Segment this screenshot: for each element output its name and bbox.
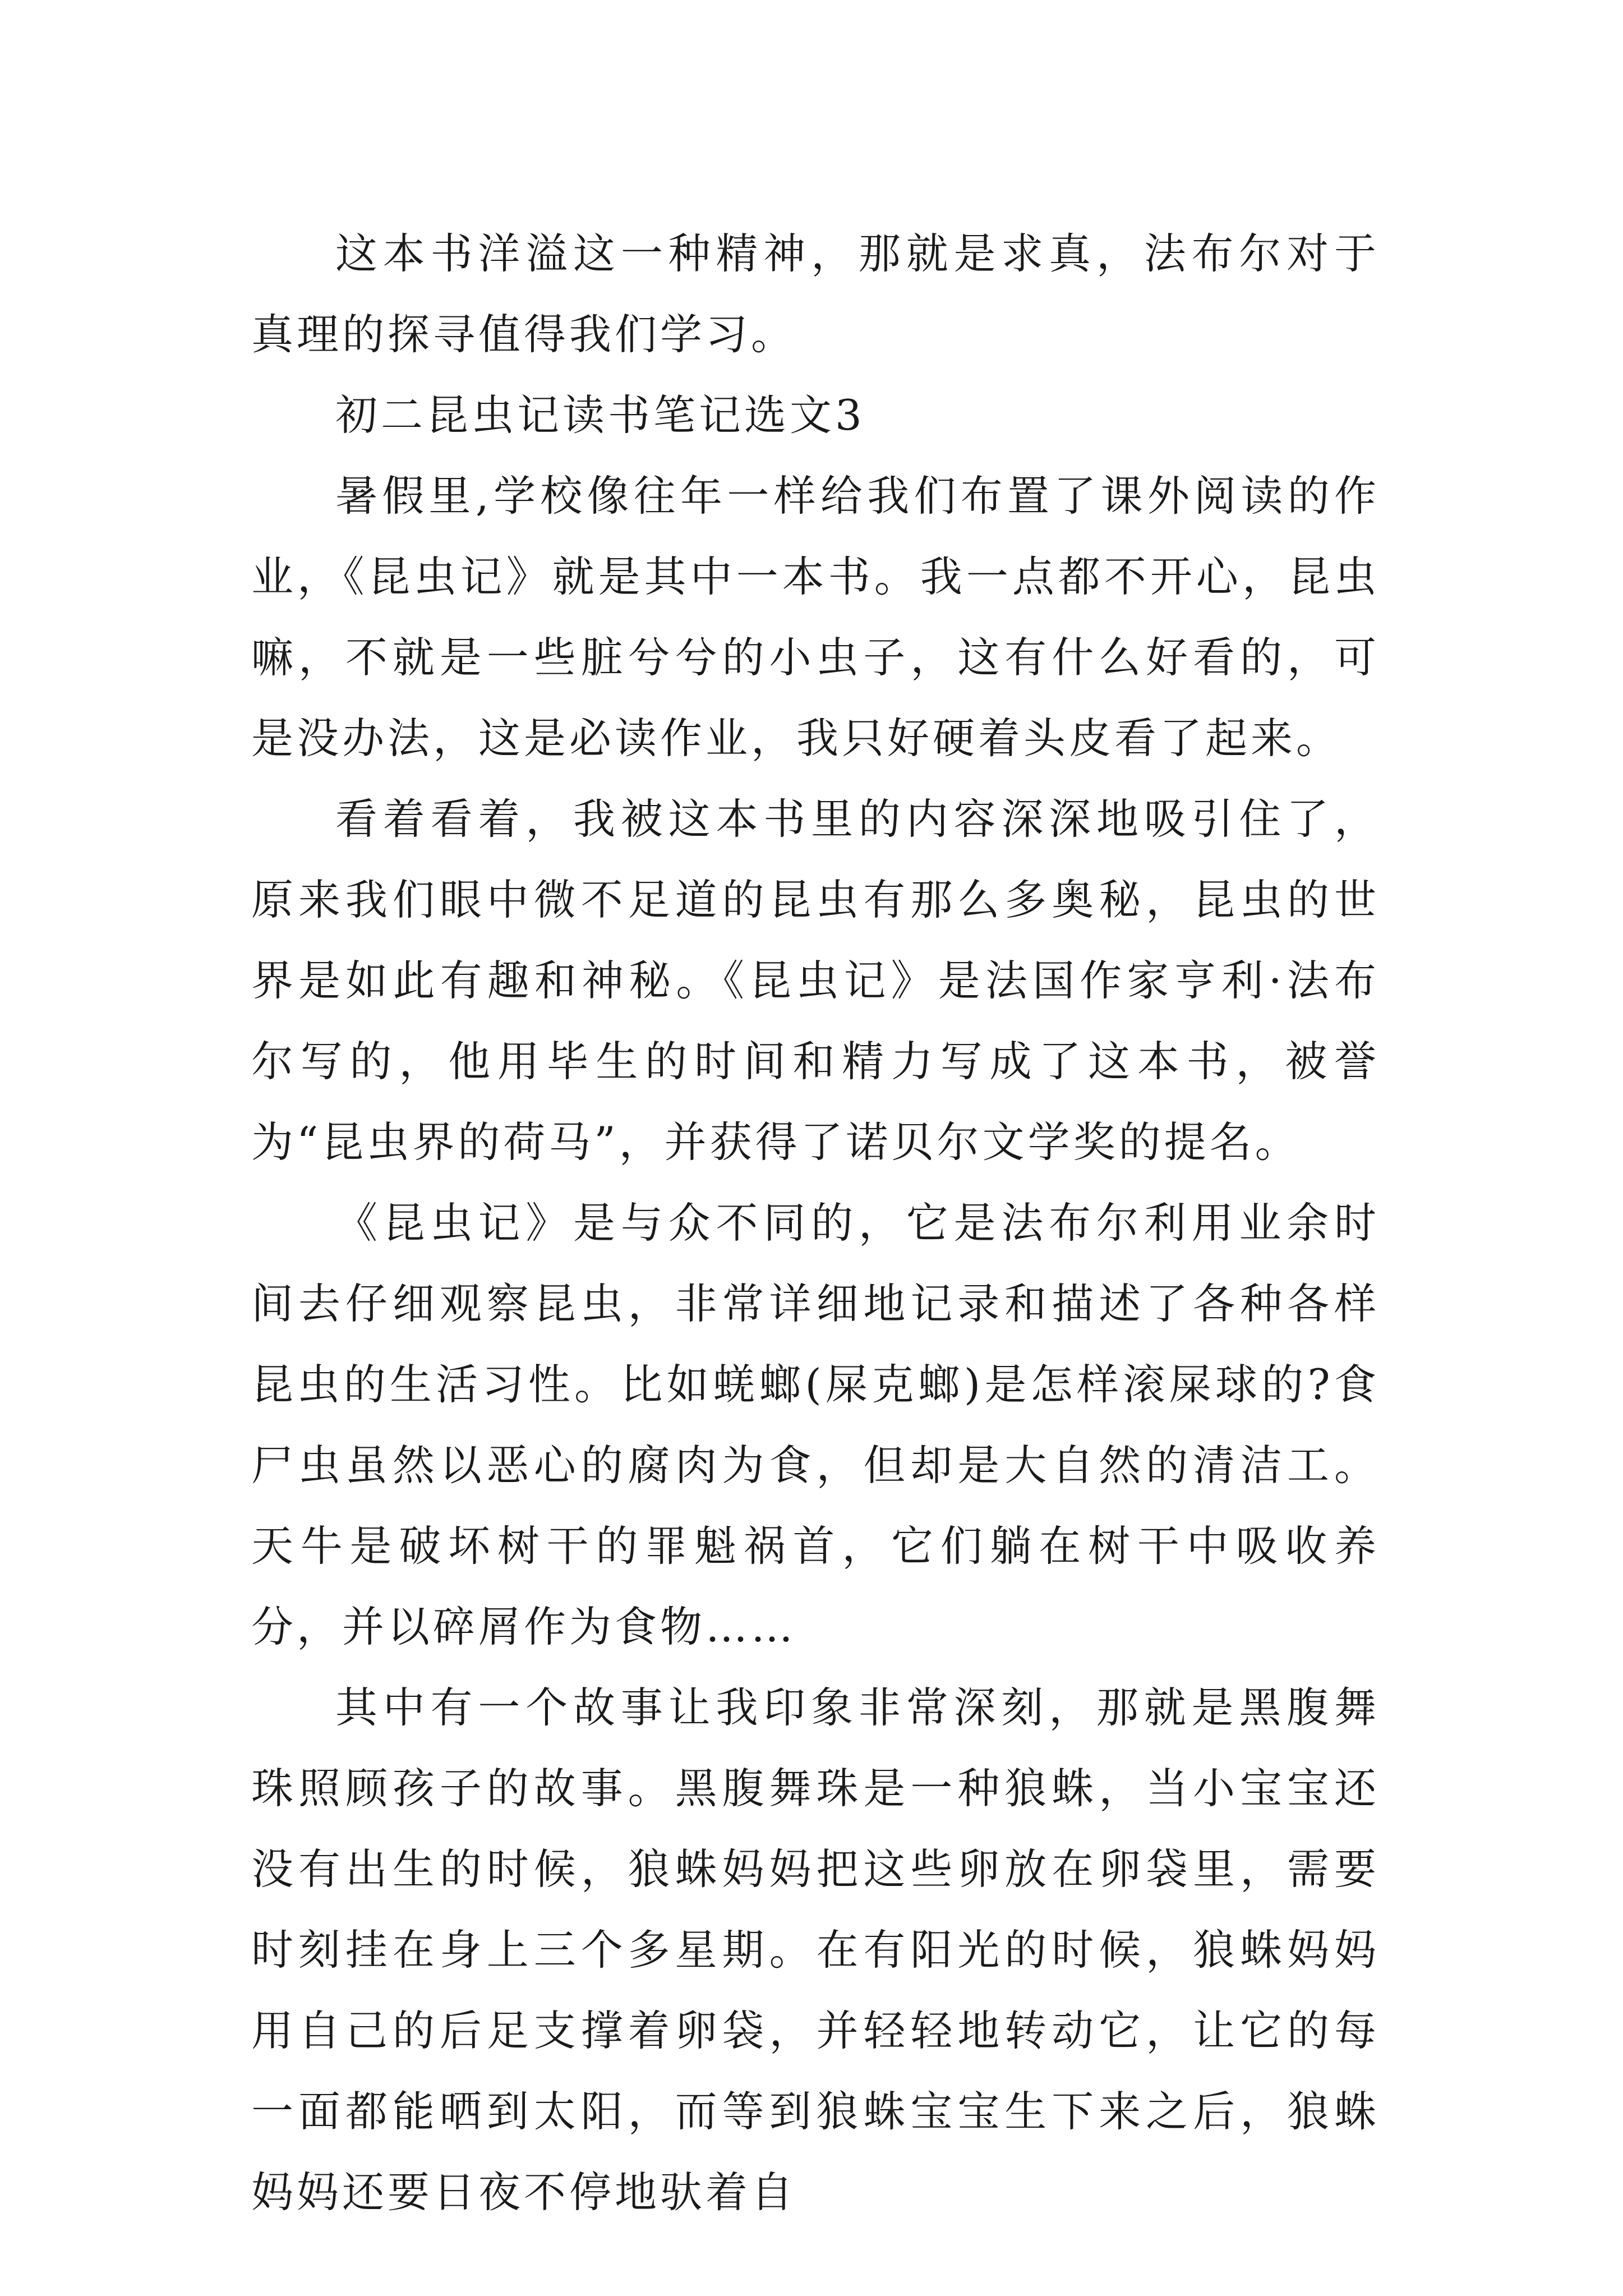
section-heading: 初二昆虫记读书笔记选文3 bbox=[335, 390, 865, 440]
paragraph-intro-end: 这本书洋溢这一种精神，那就是求真，法布尔对于真理的探寻值得我们学习。 bbox=[251, 229, 1380, 359]
paragraph-wolf-spider-story: 其中有一个故事让我印象非常深刻，那就是黑腹舞珠照顾孩子的故事。黑腹舞珠是一种狼蛛，当小宝宝还没有出生的时候，狼蛛妈妈把这些卵放在卵袋里，需要时刻挂在身上三个多星期。在有阳光的时候，狼蛛妈妈用自己的后足支撑着卵袋，并轻轻地转动它，让它的每一面都能晒到太阳，而等到狼蛛宝宝生下来之后，狼蛛妈妈还要日夜不停地驮着自 bbox=[251, 1683, 1380, 2217]
paragraph-fascination: 看着看着，我被这本书里的内容深深地吸引住了，原来我们眼中微不足道的昆虫有那么多奥秘，昆虫的世界是如此有趣和神秘。《昆虫记》是法国作家亨利·法布尔写的，他用毕生的时间和精力写成了这本书，被誉为“昆虫界的荷马”，并获得了诺贝尔文学奖的提名。 bbox=[251, 794, 1380, 1167]
body-text bbox=[251, 213, 1380, 2233]
paragraph-summer-reading: 暑假里,学校像往年一样给我们布置了课外阅读的作业，《昆虫记》就是其中一本书。我一点都不开心，昆虫嘛，不就是一些脏兮兮的小虫子，这有什么好看的，可是没办法，这是必读作业，我只好硬着头皮看了起来。 bbox=[251, 471, 1380, 763]
paragraph-insect-habits: 《昆虫记》是与众不同的，它是法布尔利用业余时间去仔细观察昆虫，非常详细地记录和描述了各种各样昆虫的生活习性。比如蜣螂(屎克螂)是怎样滚屎球的?食尸虫虽然以恶心的腐肉为食，但却是大自然的清洁工。天牛是破坏树干的罪魁祸首，它们躺在树干中吸收养分，并以碎屑作为食物…… bbox=[251, 1198, 1380, 1651]
